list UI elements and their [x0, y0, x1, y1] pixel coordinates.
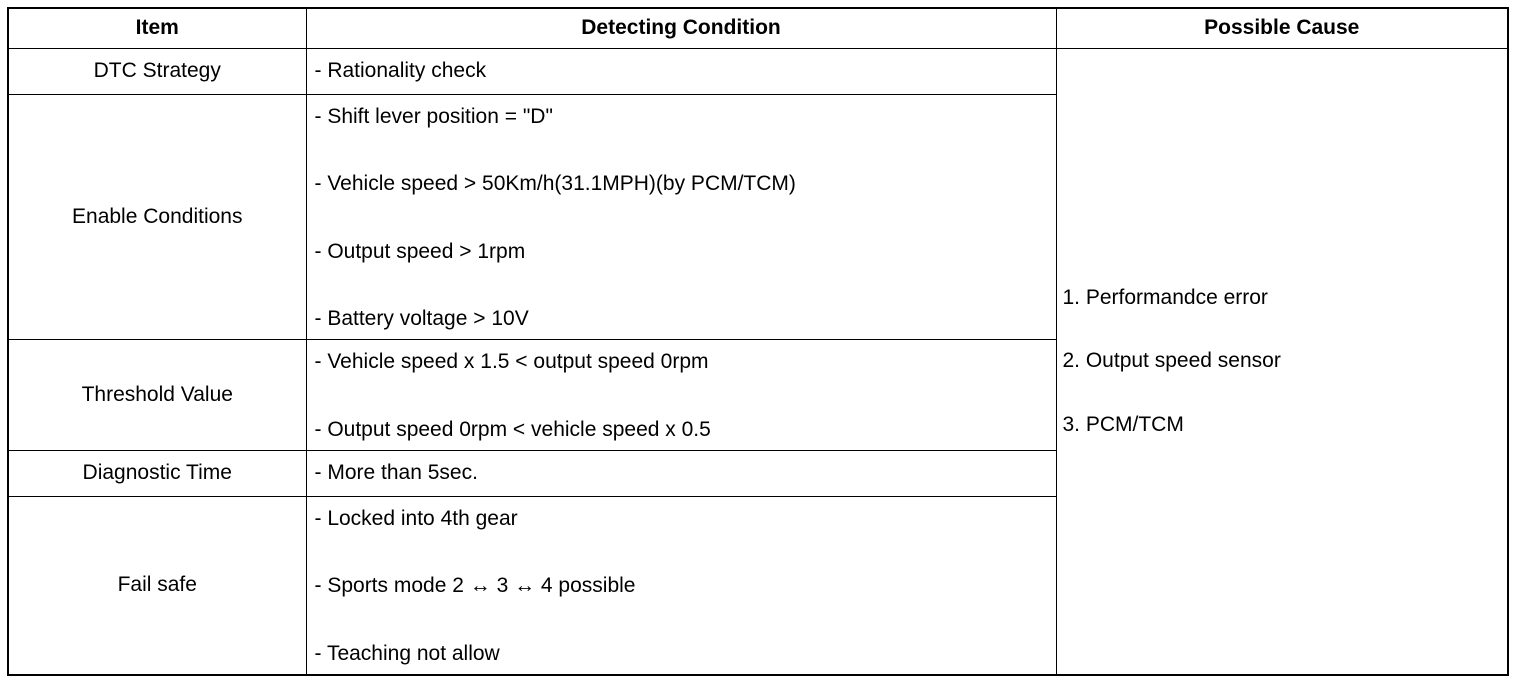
condition-line: - Rationality check — [314, 59, 487, 83]
condition-line: - Vehicle speed x 1.5 < output speed 0rpm — [314, 350, 709, 373]
condition-line: - Output speed > 1rpm — [314, 239, 526, 263]
table-row-dtc-strategy — [8, 49, 1508, 95]
item-cell-dtc-strategy: DTC Strategy — [8, 49, 306, 95]
item-cell-fail-safe: Fail safe — [8, 497, 306, 676]
condition-line: - Battery voltage > 10V — [314, 306, 529, 330]
possible-cause-list — [1063, 286, 1508, 436]
condition-cell-diagnostic-time — [306, 451, 1056, 497]
header-possible-cause: Possible Cause — [1056, 8, 1508, 49]
header-item: Item — [8, 8, 306, 49]
condition-line: - Teaching not allow — [314, 641, 500, 665]
condition-cell-enable-conditions — [306, 95, 1056, 340]
item-cell-diagnostic-time: Diagnostic Time — [8, 451, 306, 497]
condition-line: - Locked into 4th gear — [314, 507, 518, 530]
cause-item: 3. PCM/TCM — [1062, 412, 1184, 436]
condition-cell-dtc-strategy — [306, 49, 1056, 95]
condition-cell-fail-safe — [306, 497, 1056, 676]
condition-line: - More than 5sec. — [314, 461, 478, 485]
condition-line: - Sports mode 2 ↔ 3 ↔ 4 possible — [314, 574, 636, 598]
cause-item: 1. Performandce error — [1062, 286, 1268, 310]
condition-line: - Vehicle speed > 50Km/h(31.1MPH)(by PCM/TCM) — [314, 172, 796, 196]
header-detecting-condition: Detecting Condition — [306, 8, 1056, 49]
item-cell-enable-conditions: Enable Conditions — [8, 95, 306, 340]
cause-item: 2. Output speed sensor — [1062, 349, 1281, 373]
condition-cell-threshold-value — [306, 340, 1056, 451]
header-row — [8, 8, 1508, 49]
condition-line: - Shift lever position = "D" — [314, 105, 553, 128]
item-cell-threshold-value: Threshold Value — [8, 340, 306, 451]
diagnostic-table — [7, 7, 1509, 676]
condition-line: - Output speed 0rpm < vehicle speed x 0.5 — [314, 417, 711, 441]
possible-cause-cell — [1056, 49, 1508, 676]
